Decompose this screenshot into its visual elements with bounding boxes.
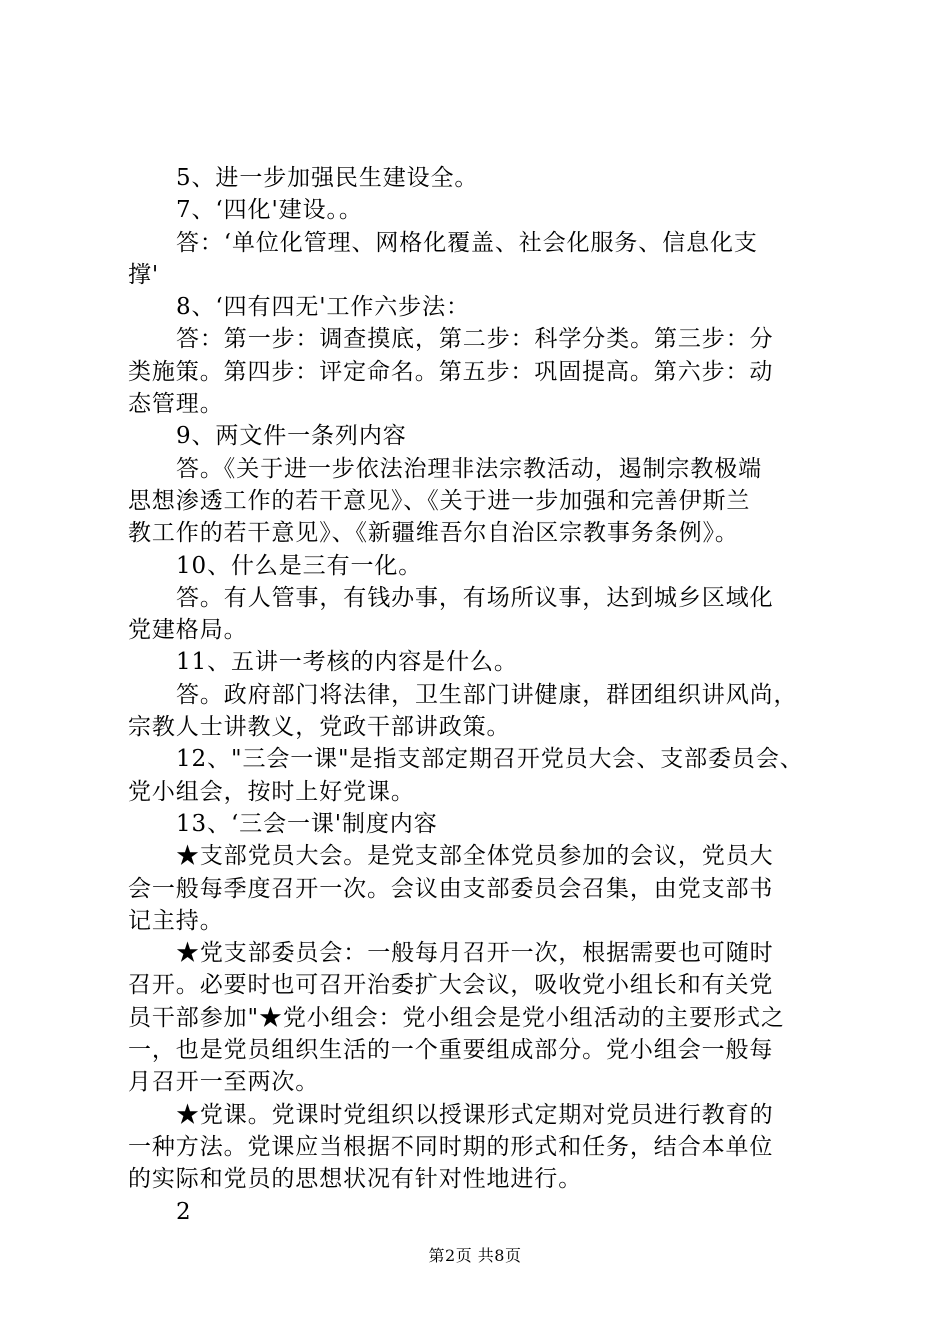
document-body [128,162,838,1228]
text-line: 答。政府部门将法律，卫生部门讲健康，群团组织讲风尚， [176,681,798,708]
text-line: 12、"三会一课"是指支部定期召开党员大会、支部委员会、 [176,746,804,773]
text-line: ★党课。党课时党组织以授课形式定期对党员进行教育的 [176,1101,774,1128]
text-line: 宗教人士讲教义，党政干部讲政策。 [128,714,511,741]
text-line: 答：第一步：调查摸底，第二步：科学分类。第三步：分 [176,326,774,353]
text-line: 撑' [128,261,160,288]
text-line: 8、‘四有四无'工作六步法： [176,294,470,321]
text-line: 记主持。 [128,907,224,934]
text-line: 月召开一至两次。 [128,1069,320,1096]
text-line: 答。《关于进一步依法治理非法宗教活动，遏制宗教极端 [176,455,762,482]
text-line: 5、进一步加强民生建设全。 [176,165,479,191]
text-line: 思想渗透工作的若干意见》、《关于进一步加强和完善伊斯兰 [128,487,751,514]
text-line: 2 [176,1198,192,1225]
text-line: 10、什么是三有一化。 [176,552,423,579]
text-line: 答：‘单位化管理、网格化覆盖、社会化服务、信息化支 [176,229,758,256]
text-line: 党建格局。 [128,617,248,644]
text-line: ★党支部委员会：一般每月召开一次，根据需要也可随时 [176,940,774,967]
text-line: 13、‘三会一课'制度内容 [176,810,438,837]
text-line: 一，也是党员组织生活的一个重要组成部分。党小组会一般每 [128,1037,774,1064]
text-line: 态管理。 [128,391,224,418]
text-line: 答。有人管事，有钱办事，有场所议事，达到城乡区域化 [176,584,774,611]
text-line: 11、五讲一考核的内容是什么。 [176,649,518,676]
text-line: 一种方法。党课应当根据不同时期的形式和任务，结合本单位 [128,1133,774,1160]
text-line: 9、两文件一条列内容 [176,423,407,450]
text-line: 员干部参加"★党小组会：党小组会是党小组活动的主要形式之 [128,1004,785,1031]
text-line: 党小组会，按时上好党课。 [128,778,415,805]
text-line: 会一般每季度召开一次。会议由支部委员会召集，由党支部书 [128,875,774,902]
text-line: ★支部党员大会。是党支部全体党员参加的会议，党员大 [176,843,774,870]
text-line: 的实际和党员的思想状况有针对性地进行。 [128,1166,583,1193]
text-line: 教工作的若干意见》、《新疆维吾尔自治区宗教事务条例》。 [128,520,739,547]
text-line: 召开。必要时也可召开治委扩大会议，吸收党小组长和有关党 [128,972,774,999]
page-footer: 第2页 共8页 [428,1246,522,1265]
text-line: 类施策。第四步：评定命名。第五步：巩固提高。第六步：动 [128,358,774,385]
text-line: 7、‘四化'建设。。 [176,197,363,224]
